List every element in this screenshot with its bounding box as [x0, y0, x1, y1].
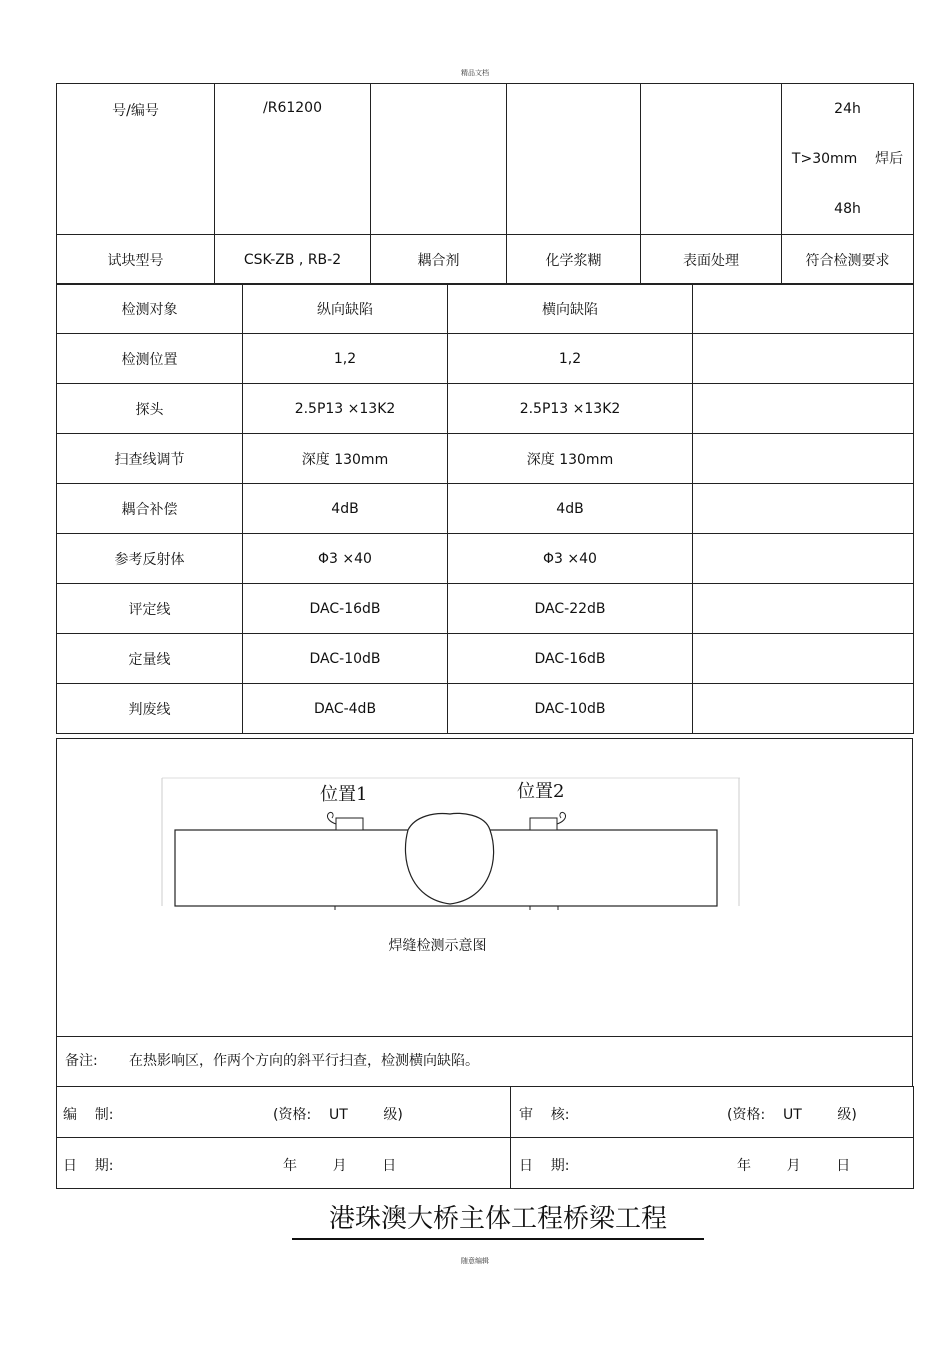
figure-caption: 焊缝检测示意图 [388, 938, 487, 954]
table-row [57, 235, 914, 285]
footer-watermark-text: 随意编辑 [461, 1257, 489, 1265]
param-label: 耦合补偿 [57, 484, 243, 534]
cell-compiler [57, 1087, 511, 1138]
signature-table [56, 1086, 914, 1189]
param-value-transverse: 1,2 [448, 334, 693, 384]
project-title: 港珠澳大桥主体工程桥梁工程 [292, 1198, 704, 1240]
table-row [57, 434, 914, 484]
table-row [57, 284, 914, 334]
table-row [57, 384, 914, 434]
reviewer-qualification: (资格: UT 级) [727, 1107, 857, 1123]
cell-label-number: 号/编号 [57, 84, 215, 235]
cell-empty [641, 84, 782, 235]
param-value-longitudinal: DAC-16dB [243, 584, 448, 634]
param-value-transverse: DAC-16dB [448, 634, 693, 684]
param-label: 评定线 [57, 584, 243, 634]
param-label: 检测位置 [57, 334, 243, 384]
table-row [57, 1138, 914, 1189]
reviewer-label: 审 核: [519, 1107, 570, 1123]
param-value-extra [693, 284, 914, 334]
param-value-transverse: 深度 130mm [448, 434, 693, 484]
table-row [57, 1087, 914, 1138]
param-value-longitudinal: 4dB [243, 484, 448, 534]
param-value-extra [693, 684, 914, 734]
table-row [57, 84, 914, 235]
cell-value-number: /R61200 [215, 84, 371, 235]
date-value: 年 月 日 [737, 1158, 851, 1174]
param-value-longitudinal: Φ3 ×40 [243, 534, 448, 584]
date-value: 年 月 日 [283, 1158, 397, 1174]
compiler-qualification: (资格: UT 级) [273, 1107, 403, 1123]
param-label: 检测对象 [57, 284, 243, 334]
top-info-table [56, 83, 914, 285]
cell-reviewer [511, 1087, 914, 1138]
param-value-extra [693, 334, 914, 384]
compiler-label: 编 制: [63, 1107, 114, 1123]
param-label: 判废线 [57, 684, 243, 734]
param-value-extra [693, 584, 914, 634]
param-value-longitudinal: 深度 130mm [243, 434, 448, 484]
probe-2 [530, 818, 557, 830]
cell-label-surface: 表面处理 [641, 235, 782, 285]
date-label: 日 期: [63, 1158, 114, 1174]
param-value-transverse: DAC-22dB [448, 584, 693, 634]
note-label: 备注: [65, 1053, 98, 1069]
param-value-longitudinal: 1,2 [243, 334, 448, 384]
param-value-extra [693, 434, 914, 484]
param-value-longitudinal: DAC-4dB [243, 684, 448, 734]
param-value-longitudinal: 2.5P13 ×13K2 [243, 384, 448, 434]
cell-empty [507, 84, 641, 235]
table-row [57, 584, 914, 634]
param-value-transverse: DAC-10dB [448, 684, 693, 734]
cell-value-block-type: CSK-ZB , RB-2 [215, 235, 371, 285]
params-table [56, 283, 914, 734]
param-value-transverse: 2.5P13 ×13K2 [448, 384, 693, 434]
probe-2-cable [557, 812, 566, 824]
cell-label-block-type: 试块型号 [57, 235, 215, 285]
header-watermark-text: 精品文档 [461, 69, 489, 77]
param-value-transverse: 横向缺陷 [448, 284, 693, 334]
param-value-transverse: 4dB [448, 484, 693, 534]
param-value-longitudinal: 纵向缺陷 [243, 284, 448, 334]
param-label: 参考反射体 [57, 534, 243, 584]
param-value-extra [693, 634, 914, 684]
param-label: 探头 [57, 384, 243, 434]
cell-value-couplant: 化学浆糊 [507, 235, 641, 285]
cell-value-surface: 符合检测要求 [782, 235, 914, 285]
weld-diagram [160, 774, 742, 910]
param-value-extra [693, 534, 914, 584]
param-value-transverse: Φ3 ×40 [448, 534, 693, 584]
date-label: 日 期: [519, 1158, 570, 1174]
param-value-extra [693, 484, 914, 534]
table-row [57, 634, 914, 684]
cell-compile-date [57, 1138, 511, 1189]
cell-label-couplant: 耦合剂 [371, 235, 507, 285]
param-value-extra [693, 384, 914, 434]
table-row [57, 684, 914, 734]
probe-1 [336, 818, 363, 830]
cell-empty [371, 84, 507, 235]
weld-bead [405, 813, 493, 904]
label-position-2: 位置2 [517, 781, 565, 802]
note-row [56, 1036, 913, 1087]
param-value-longitudinal: DAC-10dB [243, 634, 448, 684]
label-position-1: 位置1 [320, 784, 368, 805]
table-row [57, 484, 914, 534]
param-label: 扫查线调节 [57, 434, 243, 484]
table-row [57, 534, 914, 584]
cell-weld-time: 24h T>30mm 焊后 48h [782, 84, 914, 235]
probe-1-cable [327, 812, 336, 824]
table-row [57, 334, 914, 384]
cell-review-date [511, 1138, 914, 1189]
note-text: 在热影响区，作两个方向的斜平行扫查，检测横向缺陷。 [129, 1053, 479, 1069]
param-label: 定量线 [57, 634, 243, 684]
